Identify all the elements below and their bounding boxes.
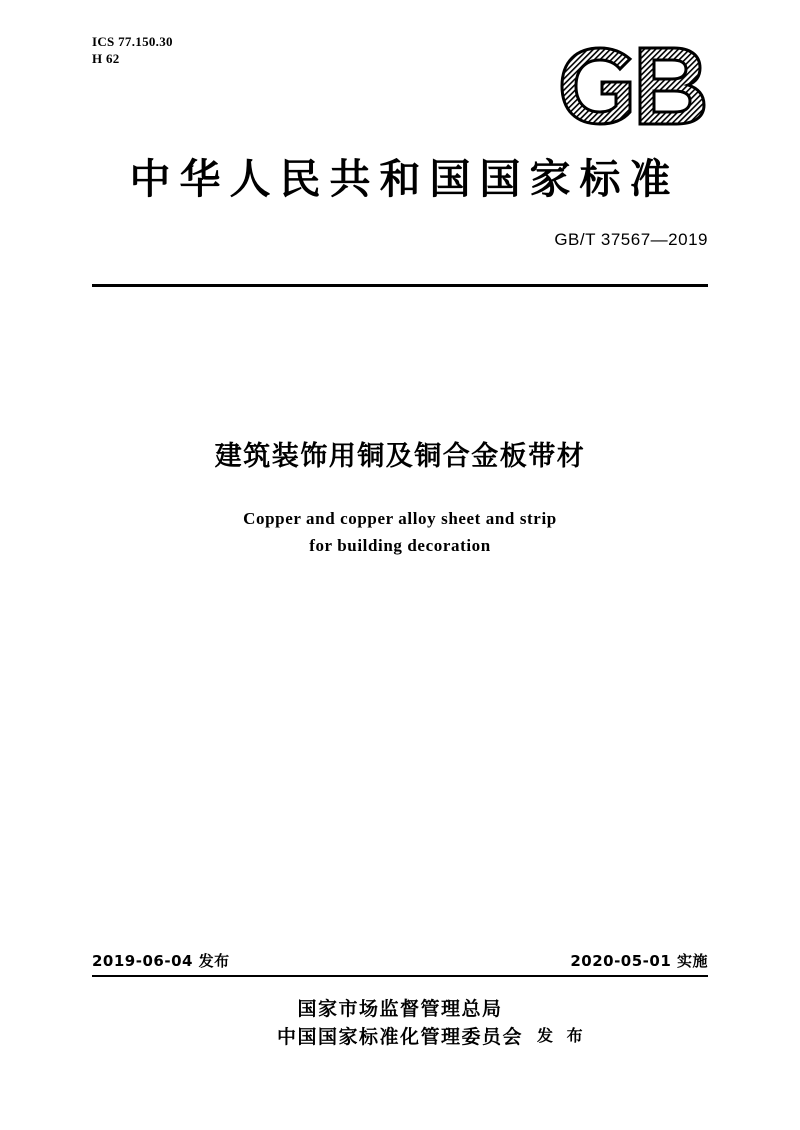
header-codes xyxy=(92,33,173,67)
header-divider xyxy=(92,284,708,287)
gb-logo xyxy=(558,44,718,128)
implementation-date: 2020-05-01 实施 xyxy=(570,952,708,970)
publisher-line-2: 中国国家标准化管理委员会 xyxy=(276,1026,523,1048)
footer-divider xyxy=(92,975,708,977)
national-standard-title: 中华人民共和国国家标准 xyxy=(129,155,680,203)
release-label: 发 布 xyxy=(537,1026,587,1045)
standard-number: GB/T 37567—2019 xyxy=(554,230,708,249)
publisher-block xyxy=(0,995,800,1051)
document-title-english xyxy=(0,505,800,559)
publisher-line-1: 国家市场监督管理总局 xyxy=(297,998,503,1020)
issue-date: 2019-06-04 发布 xyxy=(92,952,230,970)
document-title-english-line1: Copper and copper alloy sheet and strip xyxy=(243,509,557,528)
publisher-names xyxy=(276,995,587,1051)
document-title-chinese: 建筑装饰用铜及铜合金板带材 xyxy=(214,441,586,472)
ics-code: ICS 77.150.30 xyxy=(92,34,173,49)
document-title-english-line2: for building decoration xyxy=(309,536,491,555)
classification-code: H 62 xyxy=(92,51,120,66)
